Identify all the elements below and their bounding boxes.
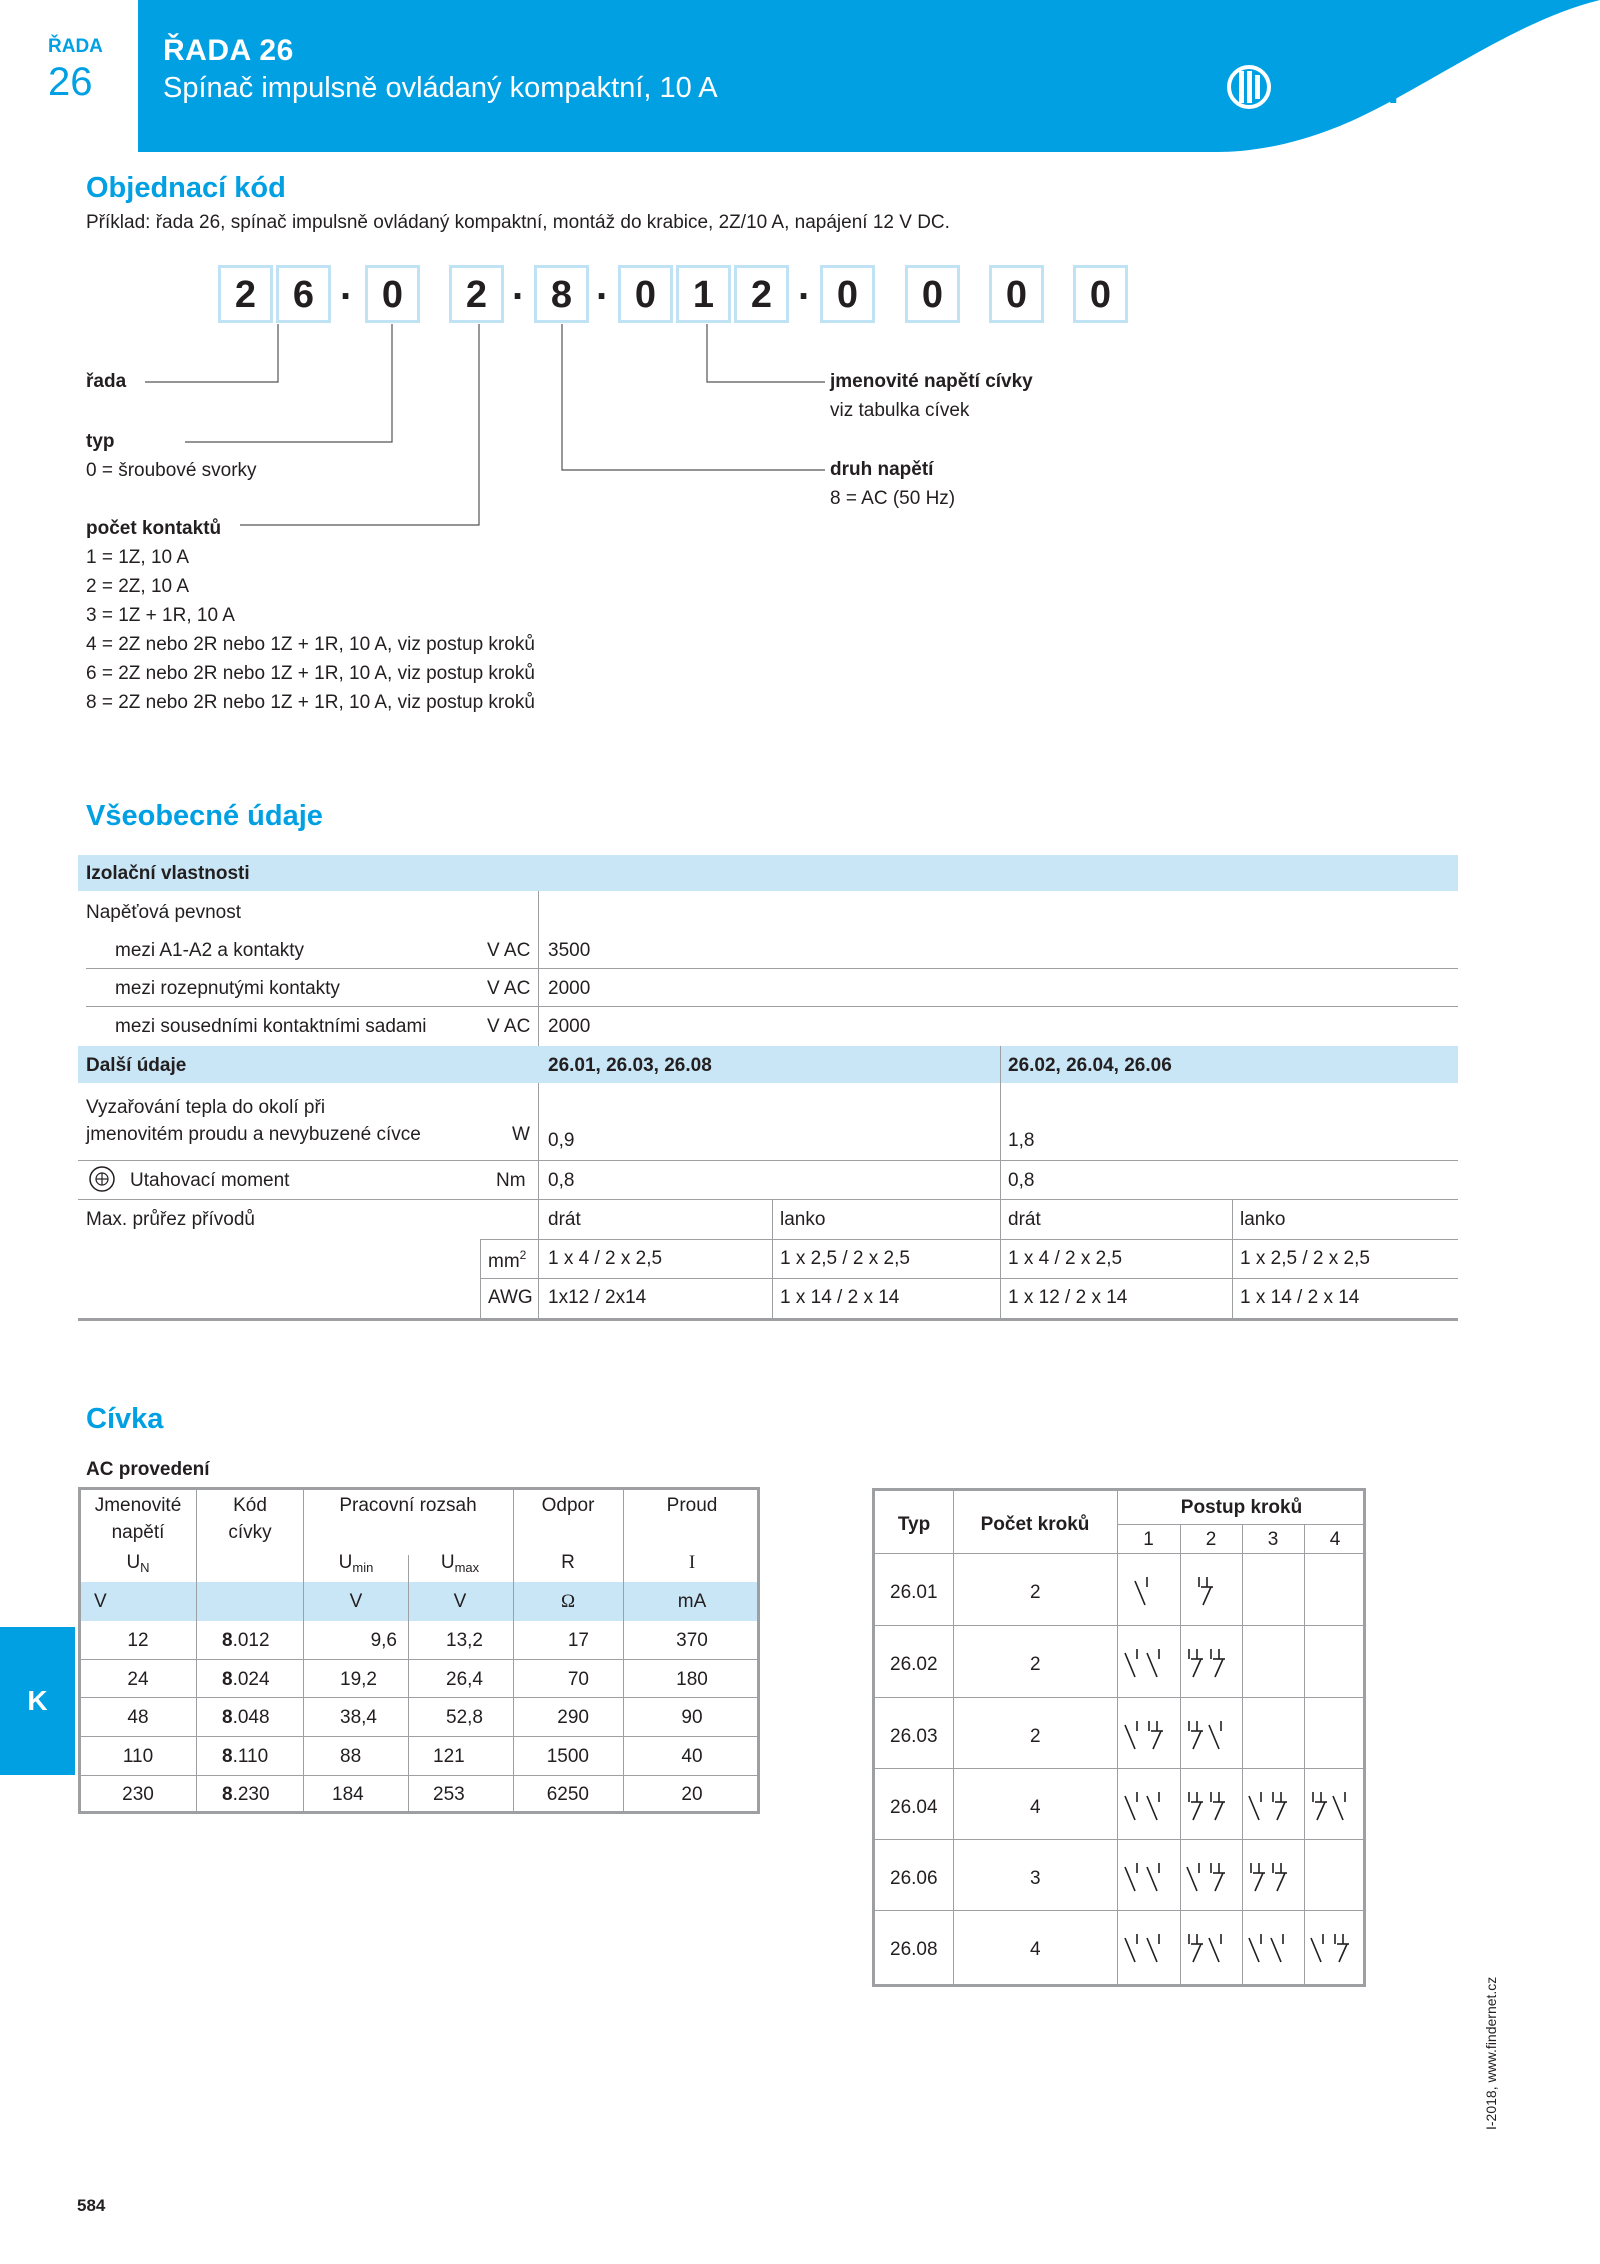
coil-i: 20 [681, 1784, 703, 1805]
coil-col-nominal: Jmenovité [94, 1495, 182, 1516]
step-typ: 26.01 [890, 1582, 938, 1603]
label: 8 [222, 1784, 233, 1805]
coil-unit: mA [677, 1591, 707, 1612]
row-rule [81, 1775, 757, 1776]
coil-code [222, 1630, 270, 1652]
label: 8 [222, 1707, 233, 1728]
wire-col-header: drát [1008, 1209, 1041, 1230]
legend-pocet-value: 4 = 2Z nebo 2R nebo 1Z + 1R, 10 A, viz postup kroků [86, 634, 535, 655]
step-col-sequence: Postup kroků [1180, 1497, 1303, 1518]
coil-code [222, 1707, 270, 1729]
table-divider [196, 1487, 197, 1814]
label: U [440, 1552, 455, 1573]
coil-r: 6250 [546, 1784, 589, 1805]
code-box-9: 0 [820, 265, 875, 323]
heat-label-1: Vyzařování tepla do okolí při [86, 1097, 326, 1118]
code-box-1: 2 [218, 265, 273, 323]
coil-umax: 52,8 [446, 1707, 483, 1728]
torque-value-a: 0,8 [548, 1170, 575, 1191]
coil-i: 370 [676, 1630, 708, 1651]
coil-i: 40 [681, 1746, 703, 1767]
heat-value-b: 1,8 [1008, 1130, 1035, 1151]
coil-col-nominal-sym [84, 1552, 192, 1575]
table-divider [513, 1487, 514, 1814]
label: .012 [232, 1630, 270, 1651]
wire-col-header: lanko [1240, 1209, 1286, 1230]
label: U [126, 1552, 141, 1573]
label: U [338, 1552, 353, 1573]
general-heading: Všeobecné údaje [86, 800, 323, 832]
section-tab-letter: K [27, 1685, 48, 1716]
coil-unit: Ω [560, 1591, 576, 1612]
coil-r: 290 [557, 1707, 589, 1728]
legend-pocet-value: 6 = 2Z nebo 2R nebo 1Z + 1R, 10 A, viz postup kroků [86, 663, 535, 684]
dielectric-row-unit: V AC [487, 978, 531, 999]
step-typ: 26.08 [890, 1939, 938, 1960]
step-count: 3 [1030, 1868, 1041, 1889]
table-divider [480, 1239, 481, 1318]
row-rule [480, 1278, 1458, 1279]
coil-col-i-sym: I [688, 1552, 696, 1573]
coil-un: 48 [127, 1707, 149, 1728]
table-divider [772, 1199, 773, 1318]
other-data-header-band [78, 1046, 1458, 1083]
table-divider [953, 1488, 954, 1987]
label: min [352, 1560, 374, 1575]
series-label: ŘADA [48, 36, 103, 57]
coil-col-umin [307, 1552, 405, 1575]
coil-r: 17 [567, 1630, 589, 1651]
step-count: 2 [1030, 1726, 1041, 1747]
heat-label-2: jmenovitém proudu a nevybuzené cívce [86, 1124, 421, 1145]
code-box-2: 6 [276, 265, 331, 323]
wire-col-header: lanko [780, 1209, 826, 1230]
coil-un: 24 [127, 1669, 149, 1690]
coil-unit: V [453, 1591, 467, 1612]
coil-umin: 88 [340, 1746, 362, 1767]
footer-vertical-note: I-2018, www.findernet.cz [1483, 1976, 1499, 2130]
other-data-header: Další údaje [86, 1055, 187, 1076]
label: 8 [222, 1746, 233, 1767]
row-rule [81, 1659, 757, 1660]
legend-pocet-value: 3 = 1Z + 1R, 10 A [86, 605, 235, 626]
table-bottom-rule [78, 1318, 1458, 1321]
code-box-3: 0 [365, 265, 420, 323]
step-number: 2 [1205, 1529, 1217, 1550]
step-number: 3 [1267, 1529, 1279, 1550]
coil-col-nominal: napětí [111, 1522, 165, 1543]
step-count: 4 [1030, 1939, 1041, 1960]
wire-awg-unit: AWG [488, 1287, 533, 1308]
torque-icon [88, 1165, 116, 1193]
table-divider [538, 1083, 539, 1318]
table-divider [303, 1487, 304, 1814]
label: .048 [232, 1707, 270, 1728]
step-col-typ: Typ [897, 1514, 931, 1535]
ordering-example: Příklad: řada 26, spínač impulsně ovládaný kompaktní, montáž do krabice, 2Z/10 A, napájení 12 V DC. [86, 212, 950, 233]
dielectric-label: Napěťová pevnost [86, 902, 242, 923]
ordering-heading: Objednací kód [86, 172, 286, 204]
wire-mm2-value: 1 x 4 / 2 x 2,5 [1008, 1248, 1123, 1269]
page-subtitle: Spínač impulsně ovládaný kompaktní, 10 A [163, 72, 718, 104]
coil-umax: 26,4 [446, 1669, 483, 1690]
label: .024 [232, 1669, 270, 1690]
label: mm [488, 1251, 520, 1272]
wire-awg-value: 1x12 / 2x14 [548, 1287, 647, 1308]
step-col-count: Počet kroků [980, 1514, 1090, 1535]
code-box-4: 2 [449, 265, 504, 323]
step-typ: 26.03 [890, 1726, 938, 1747]
step-count: 4 [1030, 1797, 1041, 1818]
dielectric-row-value: 2000 [548, 978, 591, 999]
legend-pocet-value: 2 = 2Z, 10 A [86, 576, 189, 597]
wire-col-header: drát [548, 1209, 581, 1230]
coil-umax: 253 [433, 1784, 465, 1805]
page-title: ŘADA 26 [163, 34, 294, 67]
wire-label: Max. průřez přívodů [86, 1209, 255, 1230]
coil-unit: V [349, 1591, 363, 1612]
code-box-6: 0 [618, 265, 673, 323]
label: .110 [232, 1746, 269, 1767]
contact-state-symbols [1117, 1553, 1366, 1987]
step-count: 2 [1030, 1582, 1041, 1603]
dielectric-row-value: 2000 [548, 1016, 591, 1037]
coil-unit: V [94, 1591, 107, 1612]
dielectric-row-label: mezi sousedními kontaktními sadami [115, 1016, 427, 1037]
table-divider [623, 1487, 624, 1814]
group-b-header: 26.02, 26.04, 26.06 [1008, 1055, 1172, 1076]
row-rule [86, 968, 1458, 969]
coil-r: 70 [567, 1669, 589, 1690]
insulation-header-band [78, 855, 1458, 891]
coil-r: 1500 [546, 1746, 589, 1767]
code-dot: . [340, 264, 352, 308]
code-dot: . [512, 264, 524, 308]
table-divider [1232, 1199, 1233, 1318]
code-dot: . [596, 264, 608, 308]
coil-un: 110 [122, 1746, 154, 1767]
dielectric-row-unit: V AC [487, 940, 531, 961]
wire-mm2-value: 1 x 4 / 2 x 2,5 [548, 1248, 663, 1269]
step-count: 2 [1030, 1654, 1041, 1675]
coil-umax: 13,2 [446, 1630, 483, 1651]
row-rule [480, 1239, 1458, 1240]
coil-col-umax [411, 1552, 509, 1575]
coil-un: 12 [127, 1630, 149, 1651]
wire-awg-value: 1 x 12 / 2 x 14 [1008, 1287, 1128, 1308]
coil-i: 180 [676, 1669, 708, 1690]
dielectric-row-label: mezi A1-A2 a kontakty [115, 940, 305, 961]
dielectric-row-value: 3500 [548, 940, 591, 961]
coil-umax: 121 [433, 1746, 465, 1767]
code-dot: . [798, 264, 810, 308]
label: .230 [232, 1784, 270, 1805]
label: max [454, 1560, 480, 1575]
label: 2 [519, 1248, 527, 1262]
code-box-10: 0 [905, 265, 960, 323]
row-rule [81, 1736, 757, 1737]
legend-kind-label: druh napětí [830, 459, 934, 480]
legend-kind-value: 8 = AC (50 Hz) [830, 488, 956, 509]
row-rule [81, 1697, 757, 1698]
legend-pocet-value: 8 = 2Z nebo 2R nebo 1Z + 1R, 10 A, viz postup kroků [86, 692, 535, 713]
coil-col-code: Kód [233, 1495, 267, 1516]
wire-mm2-unit [488, 1248, 526, 1273]
code-box-11: 0 [989, 265, 1044, 323]
row-rule [86, 1006, 1458, 1007]
legend-pocet-label: počet kontaktů [86, 518, 222, 539]
step-typ: 26.06 [890, 1868, 938, 1889]
row-rule [78, 1199, 1458, 1200]
coil-col-code: cívky [228, 1522, 272, 1543]
legend-rada-label: řada [86, 371, 127, 392]
coil-umin: 38,4 [340, 1707, 377, 1728]
torque-unit: Nm [496, 1170, 526, 1191]
code-box-7: 1 [676, 265, 731, 323]
group-a-header: 26.01, 26.03, 26.08 [548, 1055, 712, 1076]
legend-typ-label: typ [86, 431, 115, 452]
label: 8 [222, 1630, 233, 1651]
step-number: 4 [1329, 1529, 1341, 1550]
coil-heading: Cívka [86, 1403, 164, 1435]
label: 8 [222, 1669, 233, 1690]
code-box-8: 2 [734, 265, 789, 323]
legend-voltage-label: jmenovité napětí cívky [830, 371, 1033, 392]
torque-label: Utahovací moment [130, 1170, 290, 1191]
coil-col-r-sym: R [561, 1552, 575, 1573]
finder-logo [1218, 55, 1458, 119]
coil-umin: 9,6 [370, 1630, 397, 1651]
coil-col-current: Proud [666, 1495, 718, 1516]
coil-umin: 184 [332, 1784, 364, 1805]
coil-i: 90 [681, 1707, 703, 1728]
coil-code [222, 1784, 270, 1806]
coil-umin: 19,2 [340, 1669, 377, 1690]
svg-text:finder: finder [1282, 64, 1405, 113]
label: N [140, 1560, 150, 1575]
row-rule [78, 1160, 1458, 1161]
step-typ: 26.02 [890, 1654, 938, 1675]
legend-typ-value: 0 = šroubové svorky [86, 460, 257, 481]
page-number: 584 [77, 2196, 106, 2215]
wire-mm2-value: 1 x 2,5 / 2 x 2,5 [1240, 1248, 1370, 1269]
insulation-header: Izolační vlastnosti [86, 863, 250, 884]
wire-mm2-value: 1 x 2,5 / 2 x 2,5 [780, 1248, 910, 1269]
dielectric-row-unit: V AC [487, 1016, 531, 1037]
wire-awg-value: 1 x 14 / 2 x 14 [780, 1287, 900, 1308]
coil-code [222, 1746, 268, 1768]
legend-pocet-value: 1 = 1Z, 10 A [86, 547, 189, 568]
wire-awg-value: 1 x 14 / 2 x 14 [1240, 1287, 1360, 1308]
coil-ac-label: AC provedení [86, 1459, 210, 1480]
step-number: 1 [1143, 1529, 1154, 1550]
code-box-5: 8 [534, 265, 589, 323]
heat-value-a: 0,9 [548, 1130, 575, 1151]
dielectric-row-label: mezi rozepnutými kontakty [115, 978, 340, 999]
legend-voltage-value: viz tabulka cívek [830, 400, 970, 421]
coil-code [222, 1669, 270, 1691]
row-rule [1117, 1524, 1366, 1525]
series-number: 26 [48, 60, 93, 104]
coil-col-resistance: Odpor [541, 1495, 595, 1516]
coil-col-range: Pracovní rozsah [339, 1495, 477, 1516]
heat-unit: W [512, 1124, 530, 1145]
coil-un: 230 [122, 1784, 154, 1805]
torque-value-b: 0,8 [1008, 1170, 1035, 1191]
code-box-12: 0 [1073, 265, 1128, 323]
step-typ: 26.04 [890, 1797, 938, 1818]
